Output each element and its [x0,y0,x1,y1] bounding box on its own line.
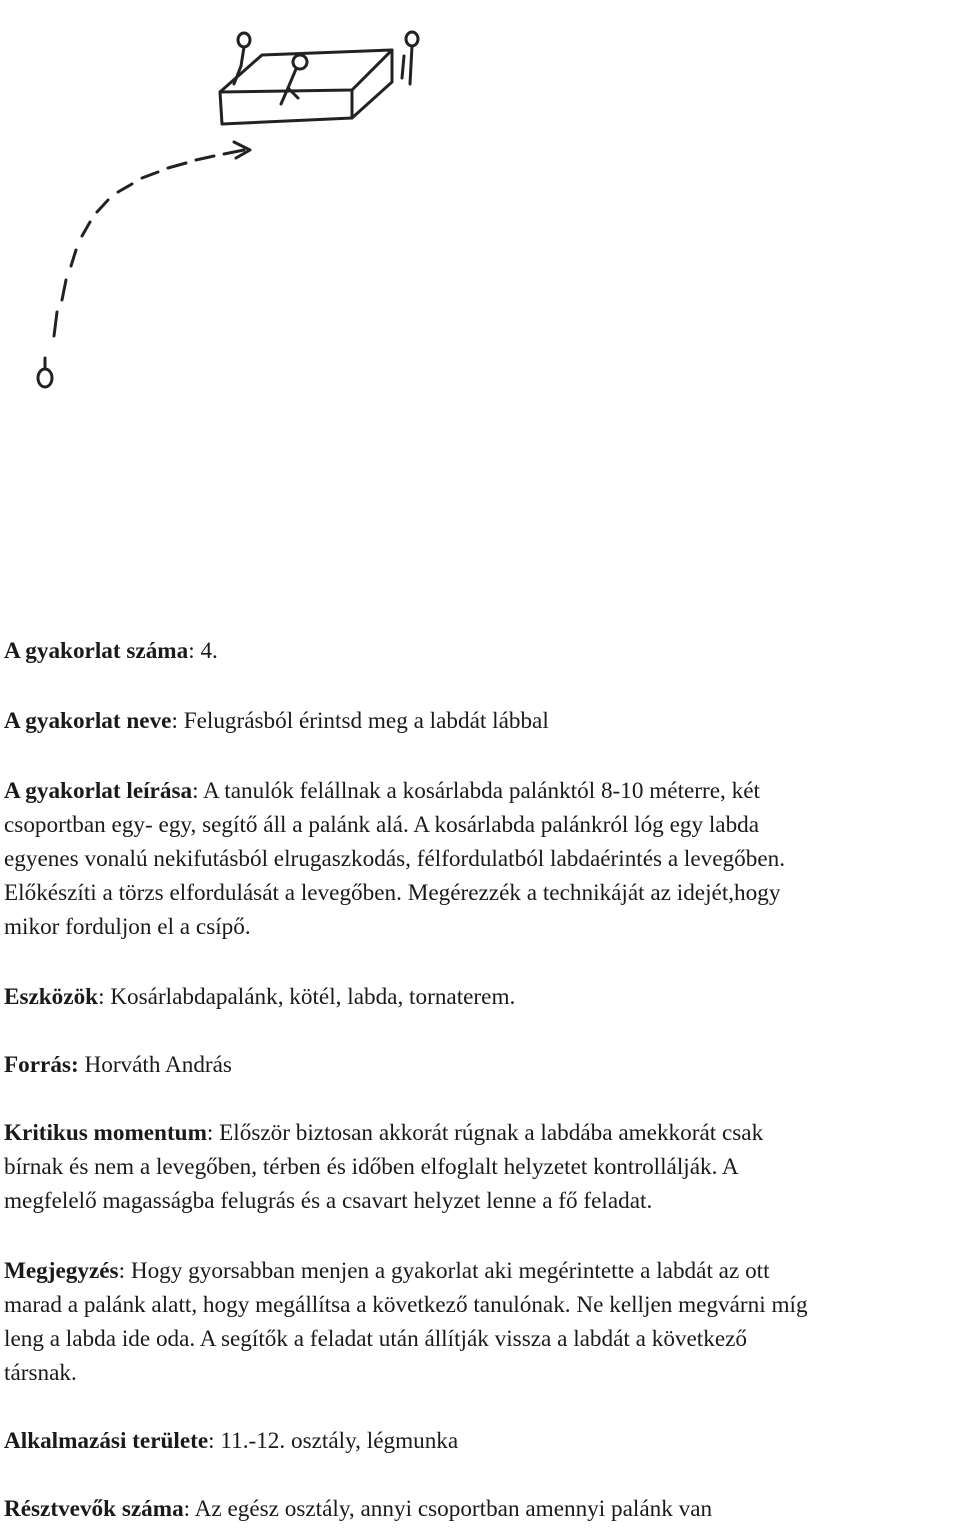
exercise-sketch [0,0,480,420]
source-label: Forrás: [4,1052,79,1078]
equipment [4,980,515,1014]
application-area [4,1424,458,1458]
application-area-label: Alkalmazási területe [4,1428,209,1454]
critical-moment-text: : Először biztosan akkorát rúgnak a labdába amekkorát csak [206,1120,764,1146]
note-line: társnak. [4,1360,77,1386]
critical-moment-line: bírnak és nem a levegőben, térben és időben elfoglalt helyzetet kontrollálják. A [4,1154,739,1180]
description-text: : A tanulók felállnak a kosárlabda palánktól 8-10 méterre, két [192,778,760,804]
jumper-figure [281,55,307,104]
note [4,1254,808,1390]
critical-moment-line: megfelelő magasságba felugrás és a csavart helyzet lenne a fő feladat. [4,1188,653,1214]
description-line: egyenes vonalú nekifutásból elrugaszkodás, félfordulatból labdaérintés a levegőben. [4,846,786,872]
exercise-name-value: : Felugrásból érintsd meg a labdát lábbal [171,708,549,734]
exercise-number-label: A gyakorlat száma [4,638,189,664]
note-line: marad a palánk alatt, hogy megállítsa a következő tanulónak. Ne kelljen megvárni míg [4,1292,808,1318]
note-text: : Hogy gyorsabban menjen a gyakorlat aki megérintette a labdát az ott [118,1258,770,1284]
exercise-number [4,634,218,668]
exercise-description-paragraph [4,774,785,944]
source-value: Horváth András [78,1052,232,1078]
note-line: leng a labda ide oda. A segítők a feladat után állítják vissza a labdát a következő [4,1326,748,1352]
description-line: mikor forduljon el a csípő. [4,914,251,940]
participants [4,1492,712,1526]
description-label: A gyakorlat leírása [4,778,193,804]
note-label: Megjegyzés [4,1258,119,1284]
note-line [4,1254,808,1288]
critical-moment-line [4,1116,763,1150]
runner-figure [38,358,52,387]
critical-moment [4,1116,763,1218]
helper-figure-left [234,33,250,84]
critical-moment-label: Kritikus momentum [4,1120,207,1146]
equipment-value: : Kosárlabdapalánk, kötél, labda, tornaterem. [98,984,516,1010]
exercise-name-label: A gyakorlat neve [4,708,172,734]
application-area-value: : 11.-12. osztály, légmunka [208,1428,459,1454]
participants-label: Résztvevők száma [4,1496,184,1522]
helper-figure-right [402,32,418,84]
equipment-label: Eszközök [4,984,99,1010]
description-line: Előkészíti a törzs elfordulását a levegőben. Megérezzék a technikáját az idejét,hogy [4,880,781,906]
description-line: csoportban egy- egy, segítő áll a palánk alá. A kosárlabda palánkról lóg egy labda [4,812,760,838]
description-line [4,774,785,808]
run-up-path [54,142,250,336]
exercise-number-value: : 4. [188,638,218,664]
exercise-name [4,704,549,738]
source [4,1048,232,1082]
participants-value: : Az egész osztály, annyi csoportban amennyi palánk van [183,1496,713,1522]
